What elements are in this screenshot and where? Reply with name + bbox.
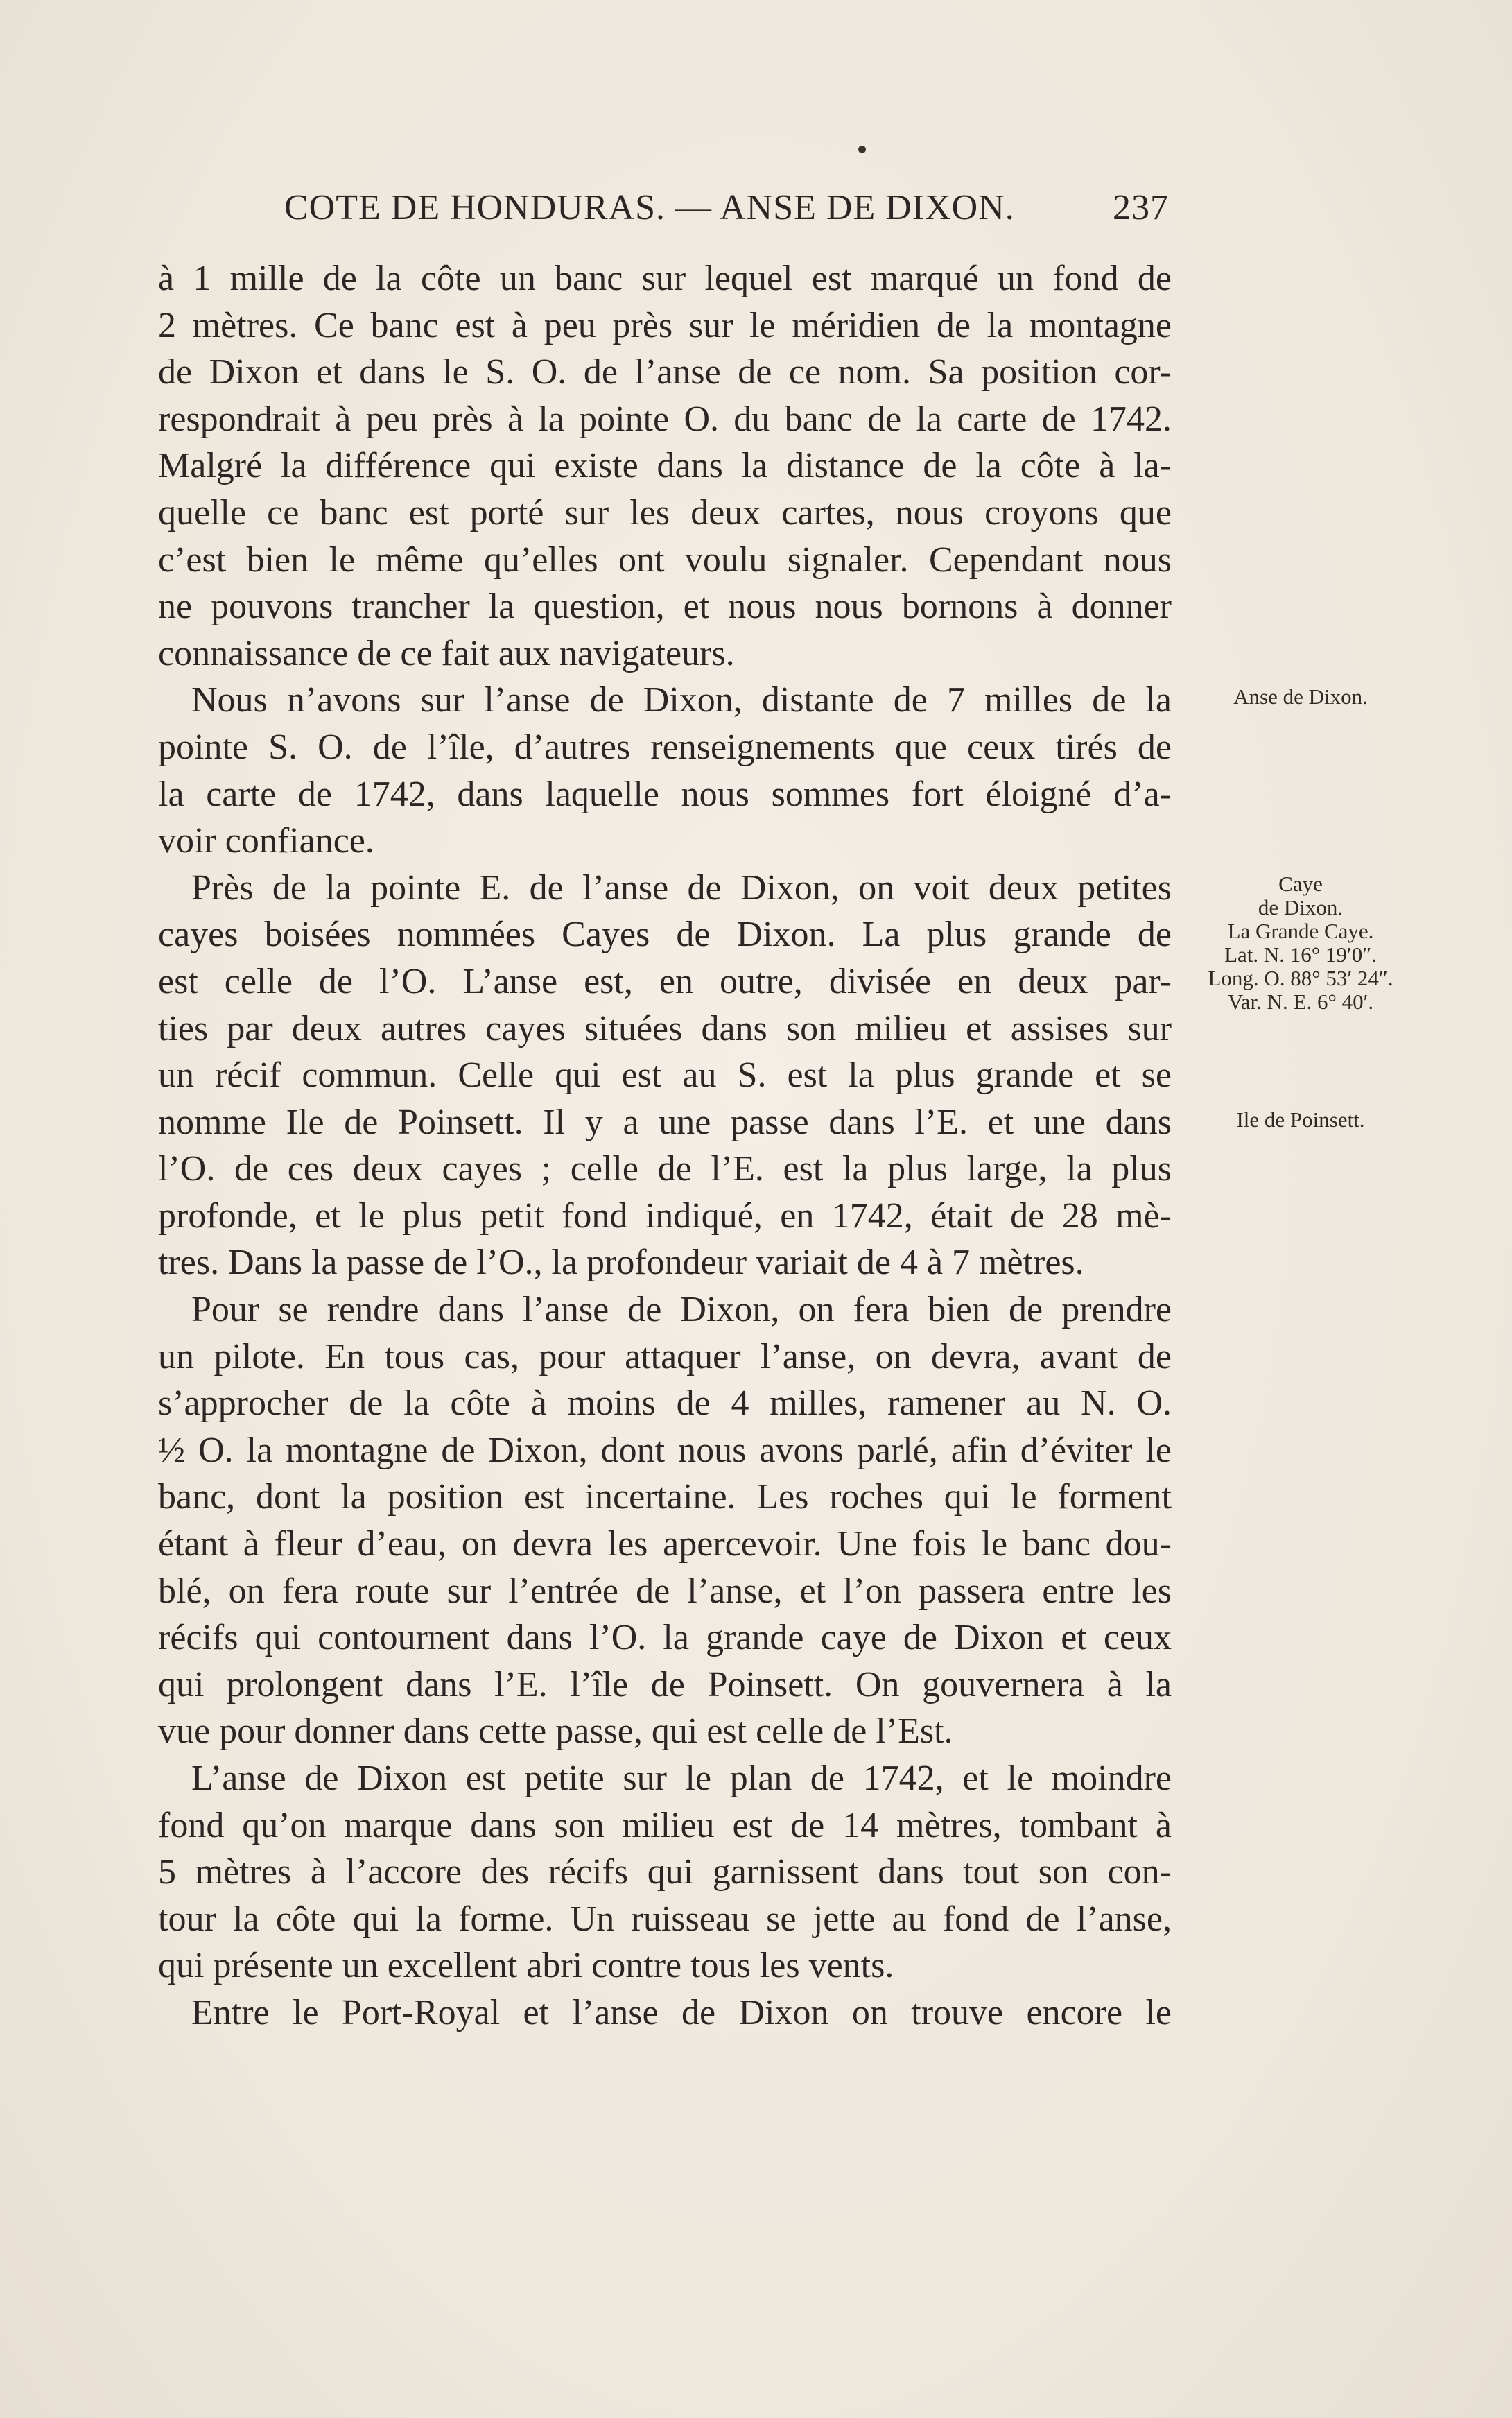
text-line: un récif commun. Celle qui est au S. est la plus grande et se <box>158 1055 1172 1096</box>
text-line: 5 mètres à l’accore des récifs qui garnissent dans tout son con- <box>158 1852 1172 1892</box>
text-line: tres. Dans la passe de l’O., la profondeur variait de 4 à 7 mètres. <box>158 1243 1084 1283</box>
text-line: 2 mètres. Ce banc est à peu près sur le méridien de la montagne <box>158 305 1172 345</box>
margin-note-text: Caye <box>1278 872 1323 896</box>
text-line: vue pour donner dans cette passe, qui est celle de l’Est. <box>158 1711 953 1752</box>
header-title: COTE DE HONDURAS. — ANSE DE DIXON. <box>284 188 1015 227</box>
text-line: récifs qui contournent dans l’O. la grande caye de Dixon et ceux <box>158 1618 1172 1658</box>
body-text <box>158 255 1172 2037</box>
text-line: qui prolongent dans l’E. l’île de Poinsett. On gouvernera à la <box>158 1664 1172 1704</box>
text-line: respondrait à peu près à la pointe O. du banc de la carte de 1742. <box>158 399 1172 439</box>
margin-note-poinsett <box>1190 1108 1411 1132</box>
text-line: qui présente un excellent abri contre tous les vents. <box>158 1946 894 1986</box>
ink-speck <box>858 146 866 153</box>
text-line: blé, on fera route sur l’entrée de l’anse, et l’on passera entre les <box>158 1571 1172 1611</box>
margin-note-anse <box>1190 685 1411 709</box>
text-line: un pilote. En tous cas, pour attaquer l’anse, on devra, avant de <box>158 1336 1172 1376</box>
running-header <box>284 187 1169 236</box>
text-line: nomme Ile de Poinsett. Il y a une passe dans l’E. et une dans <box>158 1102 1172 1142</box>
text-line: ne pouvons trancher la question, et nous nous bornons à donner <box>158 587 1172 627</box>
text-line: Entre le Port-Royal et l’anse de Dixon on trouve encore le <box>191 1992 1172 2032</box>
text-line: voir confiance. <box>158 821 374 861</box>
text-line: profonde, et le plus petit fond indiqué, en 1742, était de 28 mè- <box>158 1195 1172 1236</box>
text-line: Nous n’avons sur l’anse de Dixon, distante de 7 milles de la <box>191 680 1172 720</box>
text-line: la carte de 1742, dans laquelle nous sommes fort éloigné d’a- <box>158 774 1172 814</box>
text-line: quelle ce banc est porté sur les deux cartes, nous croyons que <box>158 492 1172 533</box>
margin-note-text: La Grande Caye. <box>1227 919 1374 943</box>
text-line: de Dixon et dans le S. O. de l’anse de ce nom. Sa position cor- <box>158 352 1172 392</box>
text-line: Pour se rendre dans l’anse de Dixon, on fera bien de prendre <box>191 1290 1172 1330</box>
margin-note-text: Ile de Poinsett. <box>1236 1107 1365 1132</box>
text-line: est celle de l’O. L’anse est, en outre, divisée en deux par- <box>158 961 1172 1001</box>
text-line: c’est bien le même qu’elles ont voulu signaler. Cependant nous <box>158 539 1172 580</box>
margin-note-caye <box>1190 872 1411 1014</box>
text-line: étant à fleur d’eau, on devra les apercevoir. Une fois le banc dou- <box>158 1524 1172 1564</box>
text-line: pointe S. O. de l’île, d’autres renseignements que ceux tirés de <box>158 727 1172 767</box>
text-line: tour la côte qui la forme. Un ruisseau se jette au fond de l’anse, <box>158 1899 1172 1939</box>
text-line: Près de la pointe E. de l’anse de Dixon, on voit deux petites <box>191 867 1172 908</box>
text-line: à 1 mille de la côte un banc sur lequel est marqué un fond de <box>158 259 1172 298</box>
text-line: ½ O. la montagne de Dixon, dont nous avons parlé, afin d’éviter le <box>158 1430 1172 1470</box>
text-line: cayes boisées nommées Cayes de Dixon. La plus grande de <box>158 915 1172 955</box>
text-line: ties par deux autres cayes situées dans son milieu et assises sur <box>158 1008 1172 1048</box>
text-line: l’O. de ces deux cayes ; celle de l’E. est la plus large, la plus <box>158 1149 1172 1189</box>
text-line: s’approcher de la côte à moins de 4 milles, ramener au N. O. <box>158 1383 1172 1424</box>
text-line: fond qu’on marque dans son milieu est de 14 mètres, tombant à <box>158 1805 1172 1845</box>
margin-note-text: de Dixon. <box>1258 895 1344 919</box>
text-line: Malgré la différence qui existe dans la distance de la côte à la- <box>158 446 1172 486</box>
margin-note-text: Anse de Dixon. <box>1233 684 1368 709</box>
text-line: L’anse de Dixon est petite sur le plan de 1742, et le moindre <box>191 1759 1172 1798</box>
text-line: banc, dont la position est incertaine. Les roches qui le forment <box>158 1477 1172 1517</box>
page-number: 237 <box>1113 188 1169 227</box>
margin-note-lat: Lat. N. 16° 19′0″. <box>1224 942 1377 967</box>
margin-note-var: Var. N. E. 6° 40′. <box>1227 990 1374 1014</box>
text-line: connaissance de ce fait aux navigateurs. <box>158 633 735 673</box>
margin-note-long: Long. O. 88° 53′ 24″. <box>1208 966 1393 990</box>
